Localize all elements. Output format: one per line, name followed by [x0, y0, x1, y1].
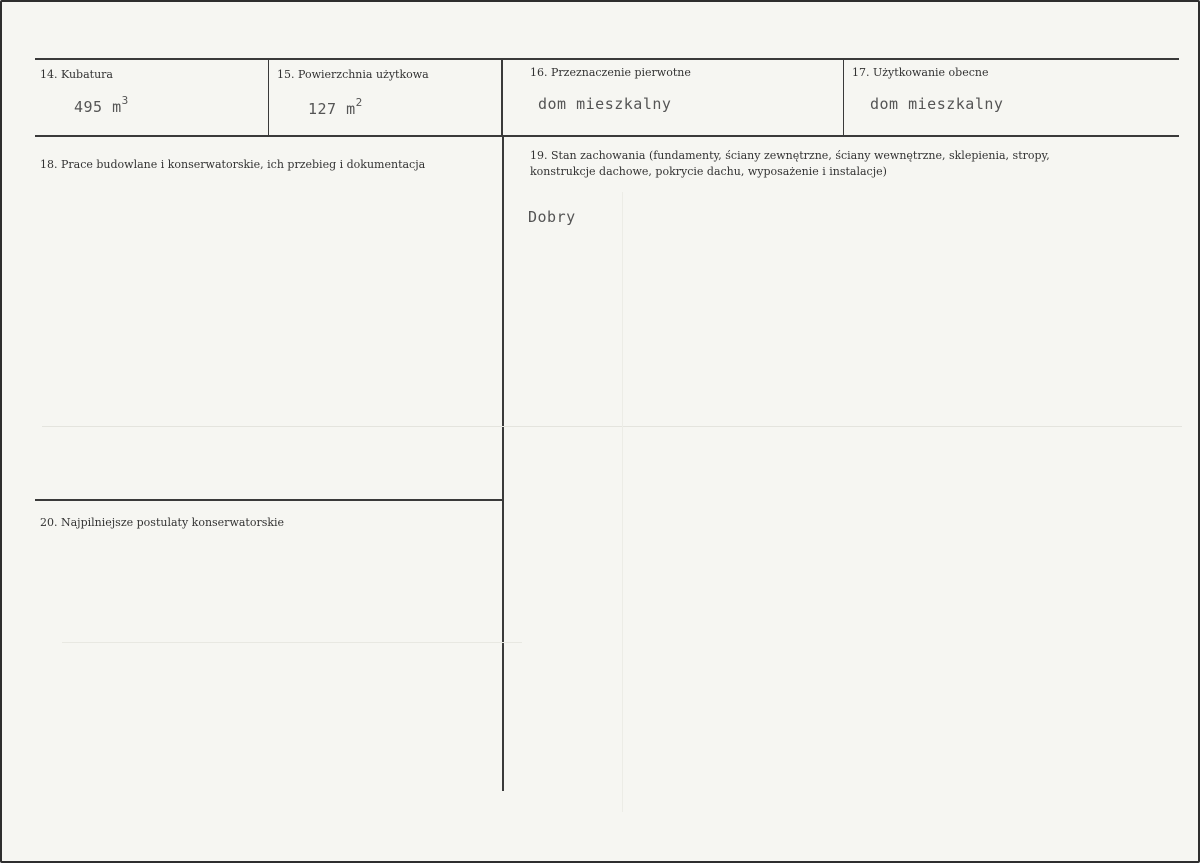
kubatura-exponent: 3 — [121, 94, 129, 107]
powierzchnia-exponent: 2 — [355, 96, 363, 109]
divider-16-17 — [843, 60, 844, 135]
section20-top-rule — [35, 499, 502, 501]
divider-main — [502, 137, 504, 791]
kubatura-value — [74, 94, 129, 116]
powierzchnia-label: 15. Powierzchnia użytkowa — [277, 68, 429, 81]
show-through-line — [62, 642, 522, 643]
powierzchnia-unit: m — [346, 100, 356, 118]
show-through-line — [622, 192, 623, 812]
uzytkowanie-value: dom mieszkalny — [870, 95, 1004, 113]
divider-15-16 — [501, 60, 503, 135]
kubatura-label: 14. Kubatura — [40, 68, 113, 81]
uzytkowanie-label: 17. Użytkowanie obecne — [852, 66, 989, 79]
kubatura-number: 495 — [74, 98, 103, 116]
stan-label: 19. Stan zachowania (fundamenty, ściany zewnętrzne, ściany wewnętrzne, sklepienia, stropy, konstrukcje dachowe, pokrycie dachu, wyposażenie i instalacje) — [530, 149, 1050, 178]
przeznaczenie-label: 16. Przeznaczenie pierwotne — [530, 66, 691, 79]
prace-label: 18. Prace budowlane i konserwatorskie, ich przebieg i dokumentacja — [40, 158, 426, 171]
row1-bottom-rule — [35, 135, 1179, 137]
powierzchnia-value — [308, 96, 363, 118]
show-through-line — [42, 426, 1182, 427]
postulaty-label: 20. Najpilniejsze postulaty konserwatorskie — [40, 516, 285, 529]
kubatura-unit: m — [112, 98, 122, 116]
divider-14-15 — [268, 60, 269, 135]
powierzchnia-number: 127 — [308, 100, 337, 118]
stan-value: Dobry — [528, 208, 576, 226]
top-rule — [35, 58, 1179, 60]
przeznaczenie-value: dom mieszkalny — [538, 95, 672, 113]
